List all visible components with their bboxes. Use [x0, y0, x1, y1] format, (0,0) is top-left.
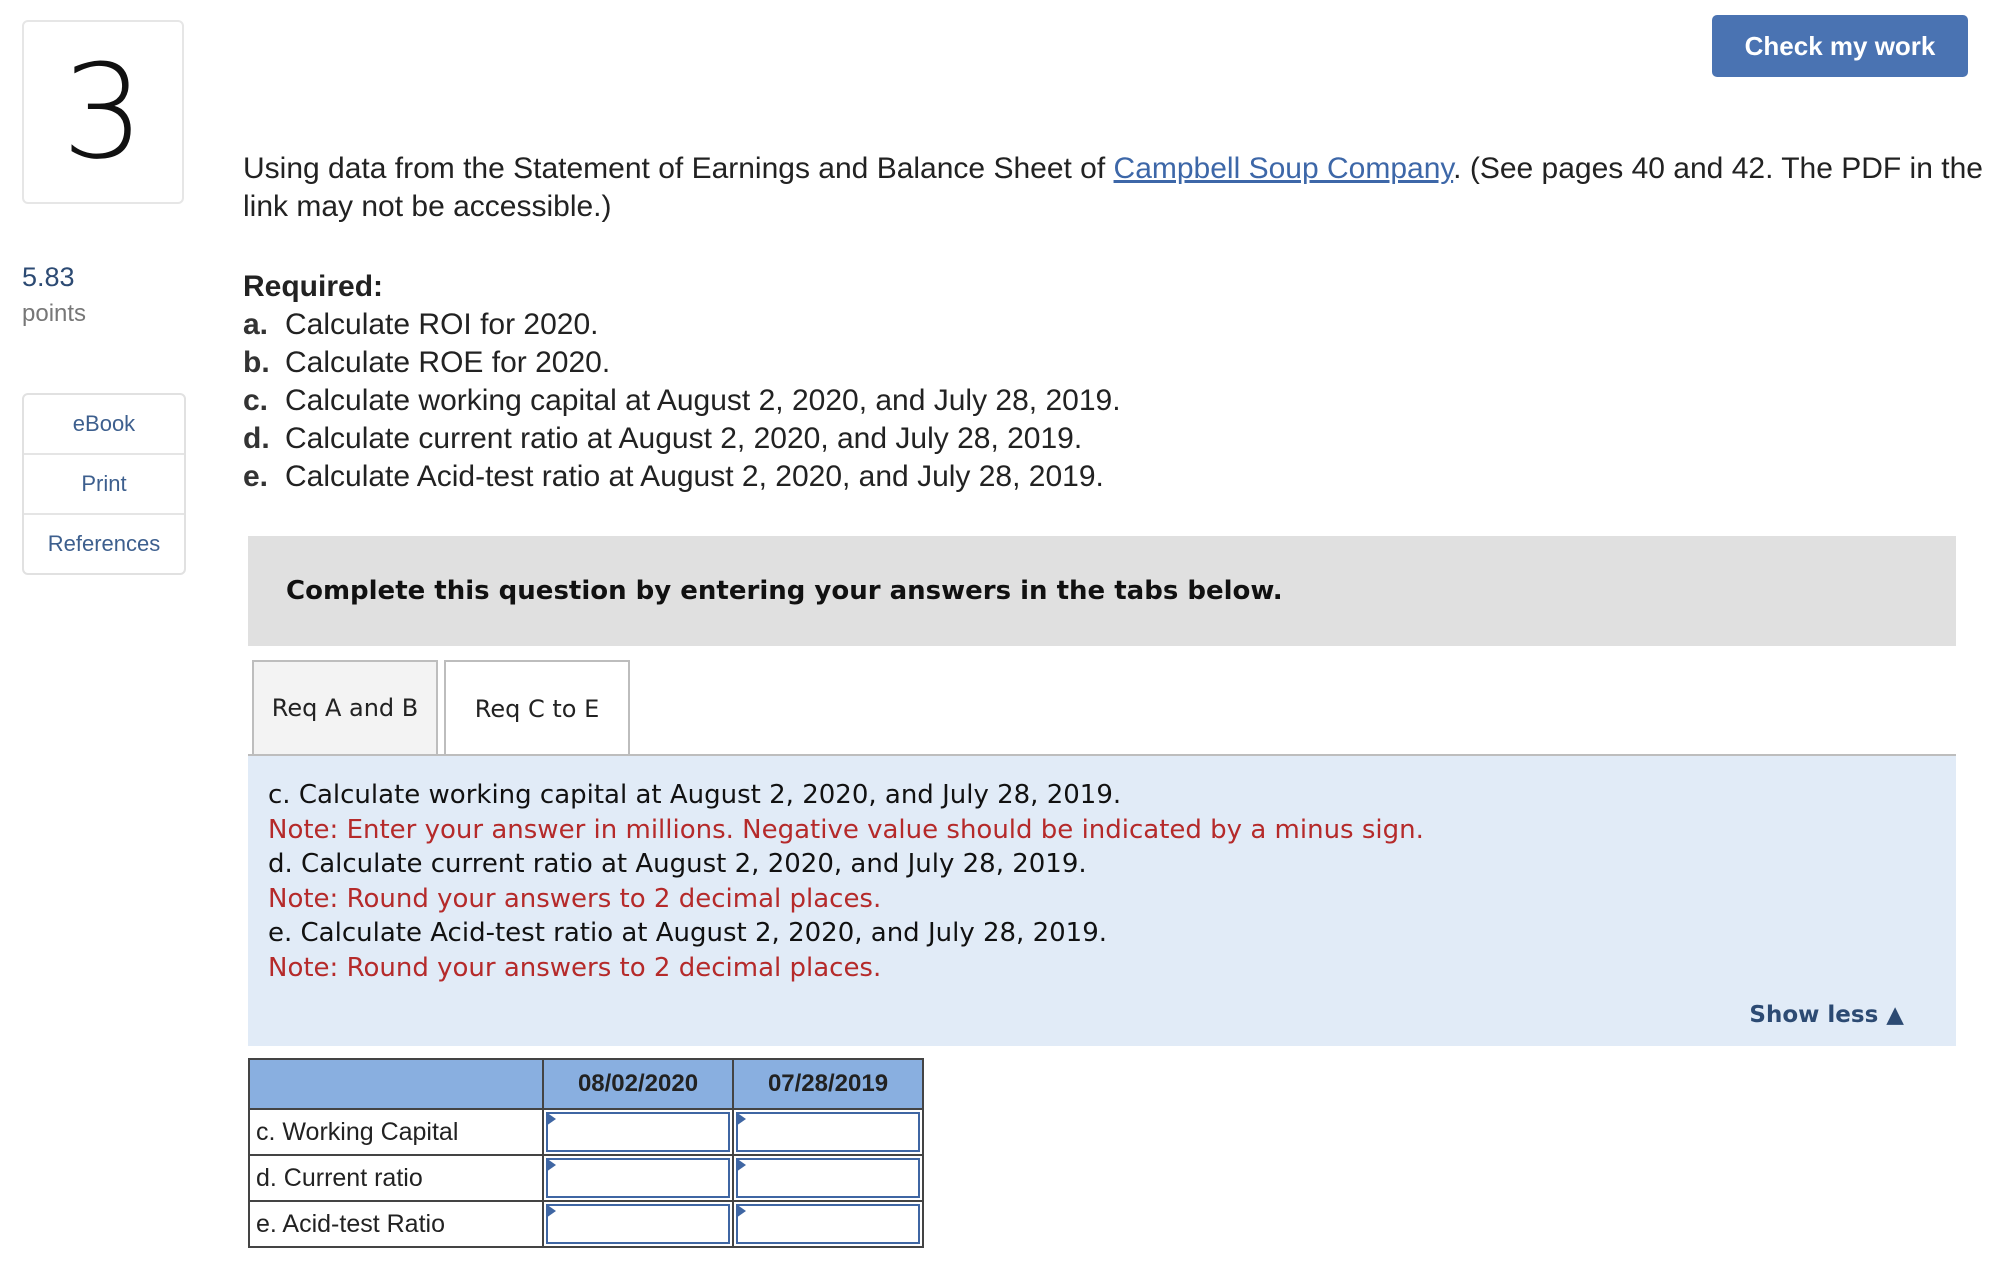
item-text: Calculate ROE for 2020.	[285, 346, 611, 379]
item-text: Calculate working capital at August 2, 2020, and July 28, 2019.	[285, 384, 1121, 417]
answer-cell	[733, 1155, 923, 1201]
item-text: Calculate current ratio at August 2, 2020, and July 28, 2019.	[285, 422, 1083, 455]
resource-links	[22, 393, 186, 575]
required-item	[243, 420, 1121, 458]
references-link[interactable]: References	[47, 531, 161, 556]
cell-marker-icon	[546, 1112, 556, 1126]
item-letter: a.	[243, 308, 269, 341]
points-label: points	[22, 300, 87, 327]
cell-marker-icon	[546, 1158, 556, 1172]
instruction-note: Note: Round your answers to 2 decimal places.	[268, 952, 882, 983]
print-link[interactable]: Print	[24, 455, 184, 515]
intro-text-tail: . (See pages 40 and 42. The PDF in the link may not be accessible.)	[243, 152, 1983, 223]
answer-table	[248, 1058, 924, 1248]
instruction-banner: Complete this question by entering your answers in the tabs below.	[248, 536, 1956, 646]
item-letter: e.	[243, 460, 269, 493]
required-item	[243, 344, 1121, 382]
instruction-line: c. Calculate working capital at August 2, 2020, and July 28, 2019.	[268, 780, 1122, 810]
ebook-link[interactable]: eBook	[24, 395, 184, 455]
intro-text: Using data from the Statement of Earnings and Balance Sheet of	[243, 152, 1114, 185]
answer-cell	[543, 1155, 733, 1201]
required-item	[243, 306, 1121, 344]
tab-req-a-and-b[interactable]: Req A and B	[252, 660, 438, 756]
row-label-working-capital: c. Working Capital	[249, 1109, 543, 1155]
row-label-current-ratio: d. Current ratio	[249, 1155, 543, 1201]
points-value: 5.83	[22, 262, 75, 292]
question-intro	[243, 150, 1983, 226]
table-row	[249, 1155, 923, 1201]
answer-cell	[543, 1201, 733, 1247]
column-header-2019: 07/28/2019	[733, 1059, 923, 1109]
table-header-row	[249, 1059, 923, 1109]
row-label-acid-test-ratio: e. Acid-test Ratio	[249, 1201, 543, 1247]
cell-marker-icon	[546, 1204, 556, 1218]
instruction-note: Note: Round your answers to 2 decimal places.	[268, 883, 882, 914]
cell-marker-icon	[736, 1204, 746, 1218]
column-header-2020: 08/02/2020	[543, 1059, 733, 1109]
cell-marker-icon	[736, 1158, 746, 1172]
table-row	[249, 1109, 923, 1155]
question-number: 3	[22, 20, 184, 204]
campbell-soup-link[interactable]: Campbell Soup Company	[1113, 152, 1454, 185]
working-capital-2020-input[interactable]	[546, 1112, 730, 1152]
item-text: Calculate Acid-test ratio at August 2, 2020, and July 28, 2019.	[285, 460, 1104, 493]
required-title: Required:	[243, 270, 384, 303]
current-ratio-2020-input[interactable]	[546, 1158, 730, 1198]
triangle-up-icon: ▲	[1886, 1001, 1904, 1028]
instruction-note: Note: Enter your answer in millions. Negative value should be indicated by a minus sign.	[268, 814, 1424, 845]
instruction-line: d. Calculate current ratio at August 2, 2020, and July 28, 2019.	[268, 849, 1087, 879]
show-less-label: Show less	[1749, 1001, 1879, 1028]
answer-cell	[733, 1109, 923, 1155]
table-row	[249, 1201, 923, 1247]
working-capital-2019-input[interactable]	[736, 1112, 920, 1152]
required-section	[243, 268, 1121, 496]
required-item	[243, 458, 1121, 496]
cell-marker-icon	[736, 1112, 746, 1126]
item-letter: c.	[243, 384, 269, 417]
required-item	[243, 382, 1121, 420]
answer-cell	[733, 1201, 923, 1247]
acid-test-2020-input[interactable]	[546, 1204, 730, 1244]
acid-test-2019-input[interactable]	[736, 1204, 920, 1244]
tab-req-c-to-e[interactable]: Req C to E	[444, 660, 630, 758]
item-letter: b.	[243, 346, 270, 379]
check-my-work-button[interactable]: Check my work	[1712, 15, 1968, 77]
item-letter: d.	[243, 422, 270, 455]
current-ratio-2019-input[interactable]	[736, 1158, 920, 1198]
show-less-toggle[interactable]	[1749, 998, 1904, 1033]
answer-cell	[543, 1109, 733, 1155]
item-text: Calculate ROI for 2020.	[285, 308, 599, 341]
instruction-line: e. Calculate Acid-test ratio at August 2, 2020, and July 28, 2019.	[268, 918, 1108, 948]
tab-instructions	[248, 756, 1956, 1046]
column-header-blank	[249, 1059, 543, 1109]
